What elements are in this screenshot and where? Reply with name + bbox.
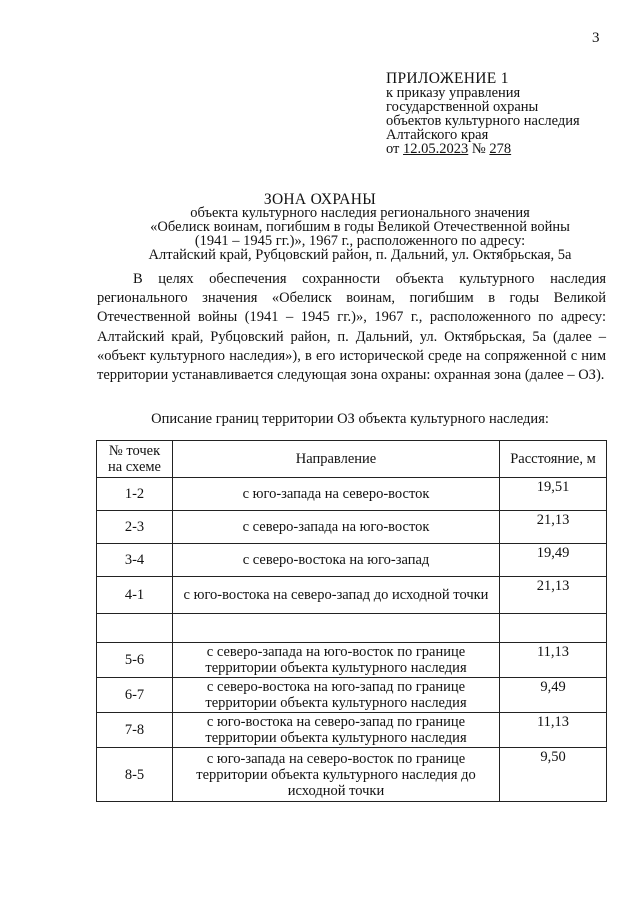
distance-cell: 9,50 — [500, 748, 607, 802]
order-date-line — [386, 142, 580, 156]
table-header-row — [97, 441, 607, 478]
zone-desc-line: Алтайский край, Рубцовский район, п. Дальний, ул. Октябрьская, 5а — [148, 247, 572, 263]
table-row-empty — [97, 614, 607, 643]
zone-desc-line: объекта культурного наследия регионального значения — [190, 205, 530, 221]
point-cell: 1-2 — [97, 478, 173, 511]
page-number: 3 — [592, 30, 600, 46]
zone-desc-line: «Обелиск воинам, погибшим в годы Великой Отечественной войны — [150, 219, 570, 235]
direction-cell: с юго-востока на северо-запад по границе территории объекта культурного наследия — [173, 713, 500, 748]
header-points-line2: на схеме — [107, 459, 161, 475]
distance-cell: 21,13 — [500, 577, 607, 614]
direction-cell: с северо-востока на юго-запад по границе территории объекта культурного наследия — [173, 678, 500, 713]
appendix-block — [386, 72, 580, 156]
appendix-line: Алтайского края — [386, 127, 489, 143]
point-cell: 5-6 — [97, 643, 173, 678]
direction-cell: с юго-востока на северо-запад до исходной точки — [173, 577, 500, 614]
table-row — [97, 713, 607, 748]
date-prefix: от — [386, 141, 404, 157]
table-row — [97, 544, 607, 577]
direction-cell: с северо-запада на юго-восток — [173, 511, 500, 544]
point-cell: 4-1 — [97, 577, 173, 614]
distance-cell — [500, 614, 607, 643]
zone-desc-line: (1941 – 1945 гг.)», 1967 г., расположенного по адресу: — [194, 233, 526, 249]
appendix-line: государственной охраны — [386, 99, 539, 115]
order-number: 278 — [489, 141, 512, 157]
table-row — [97, 577, 607, 614]
distance-cell: 21,13 — [500, 511, 607, 544]
direction-cell: с юго-запада на северо-восток по границе территории объекта культурного наследия до исходной точки — [173, 748, 500, 802]
table-row — [97, 748, 607, 802]
header-points-line1: № точек — [108, 443, 161, 459]
table-row — [97, 511, 607, 544]
distance-cell: 11,13 — [500, 643, 607, 678]
order-date: 12.05.2023 — [403, 141, 469, 157]
point-cell — [97, 614, 173, 643]
point-cell: 8-5 — [97, 748, 173, 802]
appendix-title: ПРИЛОЖЕНИЕ 1 — [386, 70, 509, 87]
point-cell: 3-4 — [97, 544, 173, 577]
direction-cell: с северо-запада на юго-восток по границе территории объекта культурного наследия — [173, 643, 500, 678]
distance-cell: 19,51 — [500, 478, 607, 511]
table-row — [97, 678, 607, 713]
distance-cell: 11,13 — [500, 713, 607, 748]
boundaries-table — [96, 440, 607, 802]
point-cell: 7-8 — [97, 713, 173, 748]
header-direction: Направление — [173, 441, 500, 478]
point-cell: 6-7 — [97, 678, 173, 713]
table-row — [97, 478, 607, 511]
appendix-line: к приказу управления — [386, 85, 521, 101]
zone-title: ЗОНА ОХРАНЫ — [263, 191, 377, 208]
number-prefix: № — [468, 141, 490, 157]
header-distance: Расстояние, м — [500, 441, 607, 478]
table-caption: Описание границ территории ОЗ объекта культурного наследия: — [151, 411, 549, 427]
direction-cell: с северо-востока на юго-запад — [173, 544, 500, 577]
body-paragraph: В целях обеспечения сохранности объекта культурного наследия регионального значения «Обелиск воинам, погибшим в годы Великой Отечественной войны (1941 – 1945 гг.)», 1967 г., расположенного по адресу: Алтайский край, Рубцовский район, п. Дальний, ул. Октябрьская, 5а (далее – «объект культурного наследия»), в его исторической среде на сопряженной с ним территории устанавливается следующая зона охраны: охранная зона (далее – ОЗ). — [97, 271, 606, 384]
zone-description — [100, 206, 620, 262]
distance-cell: 9,49 — [500, 678, 607, 713]
header-points — [97, 441, 173, 478]
direction-cell: с юго-запада на северо-восток — [173, 478, 500, 511]
direction-cell — [173, 614, 500, 643]
distance-cell: 19,49 — [500, 544, 607, 577]
appendix-line: объектов культурного наследия — [386, 113, 580, 129]
point-cell: 2-3 — [97, 511, 173, 544]
table-row — [97, 643, 607, 678]
